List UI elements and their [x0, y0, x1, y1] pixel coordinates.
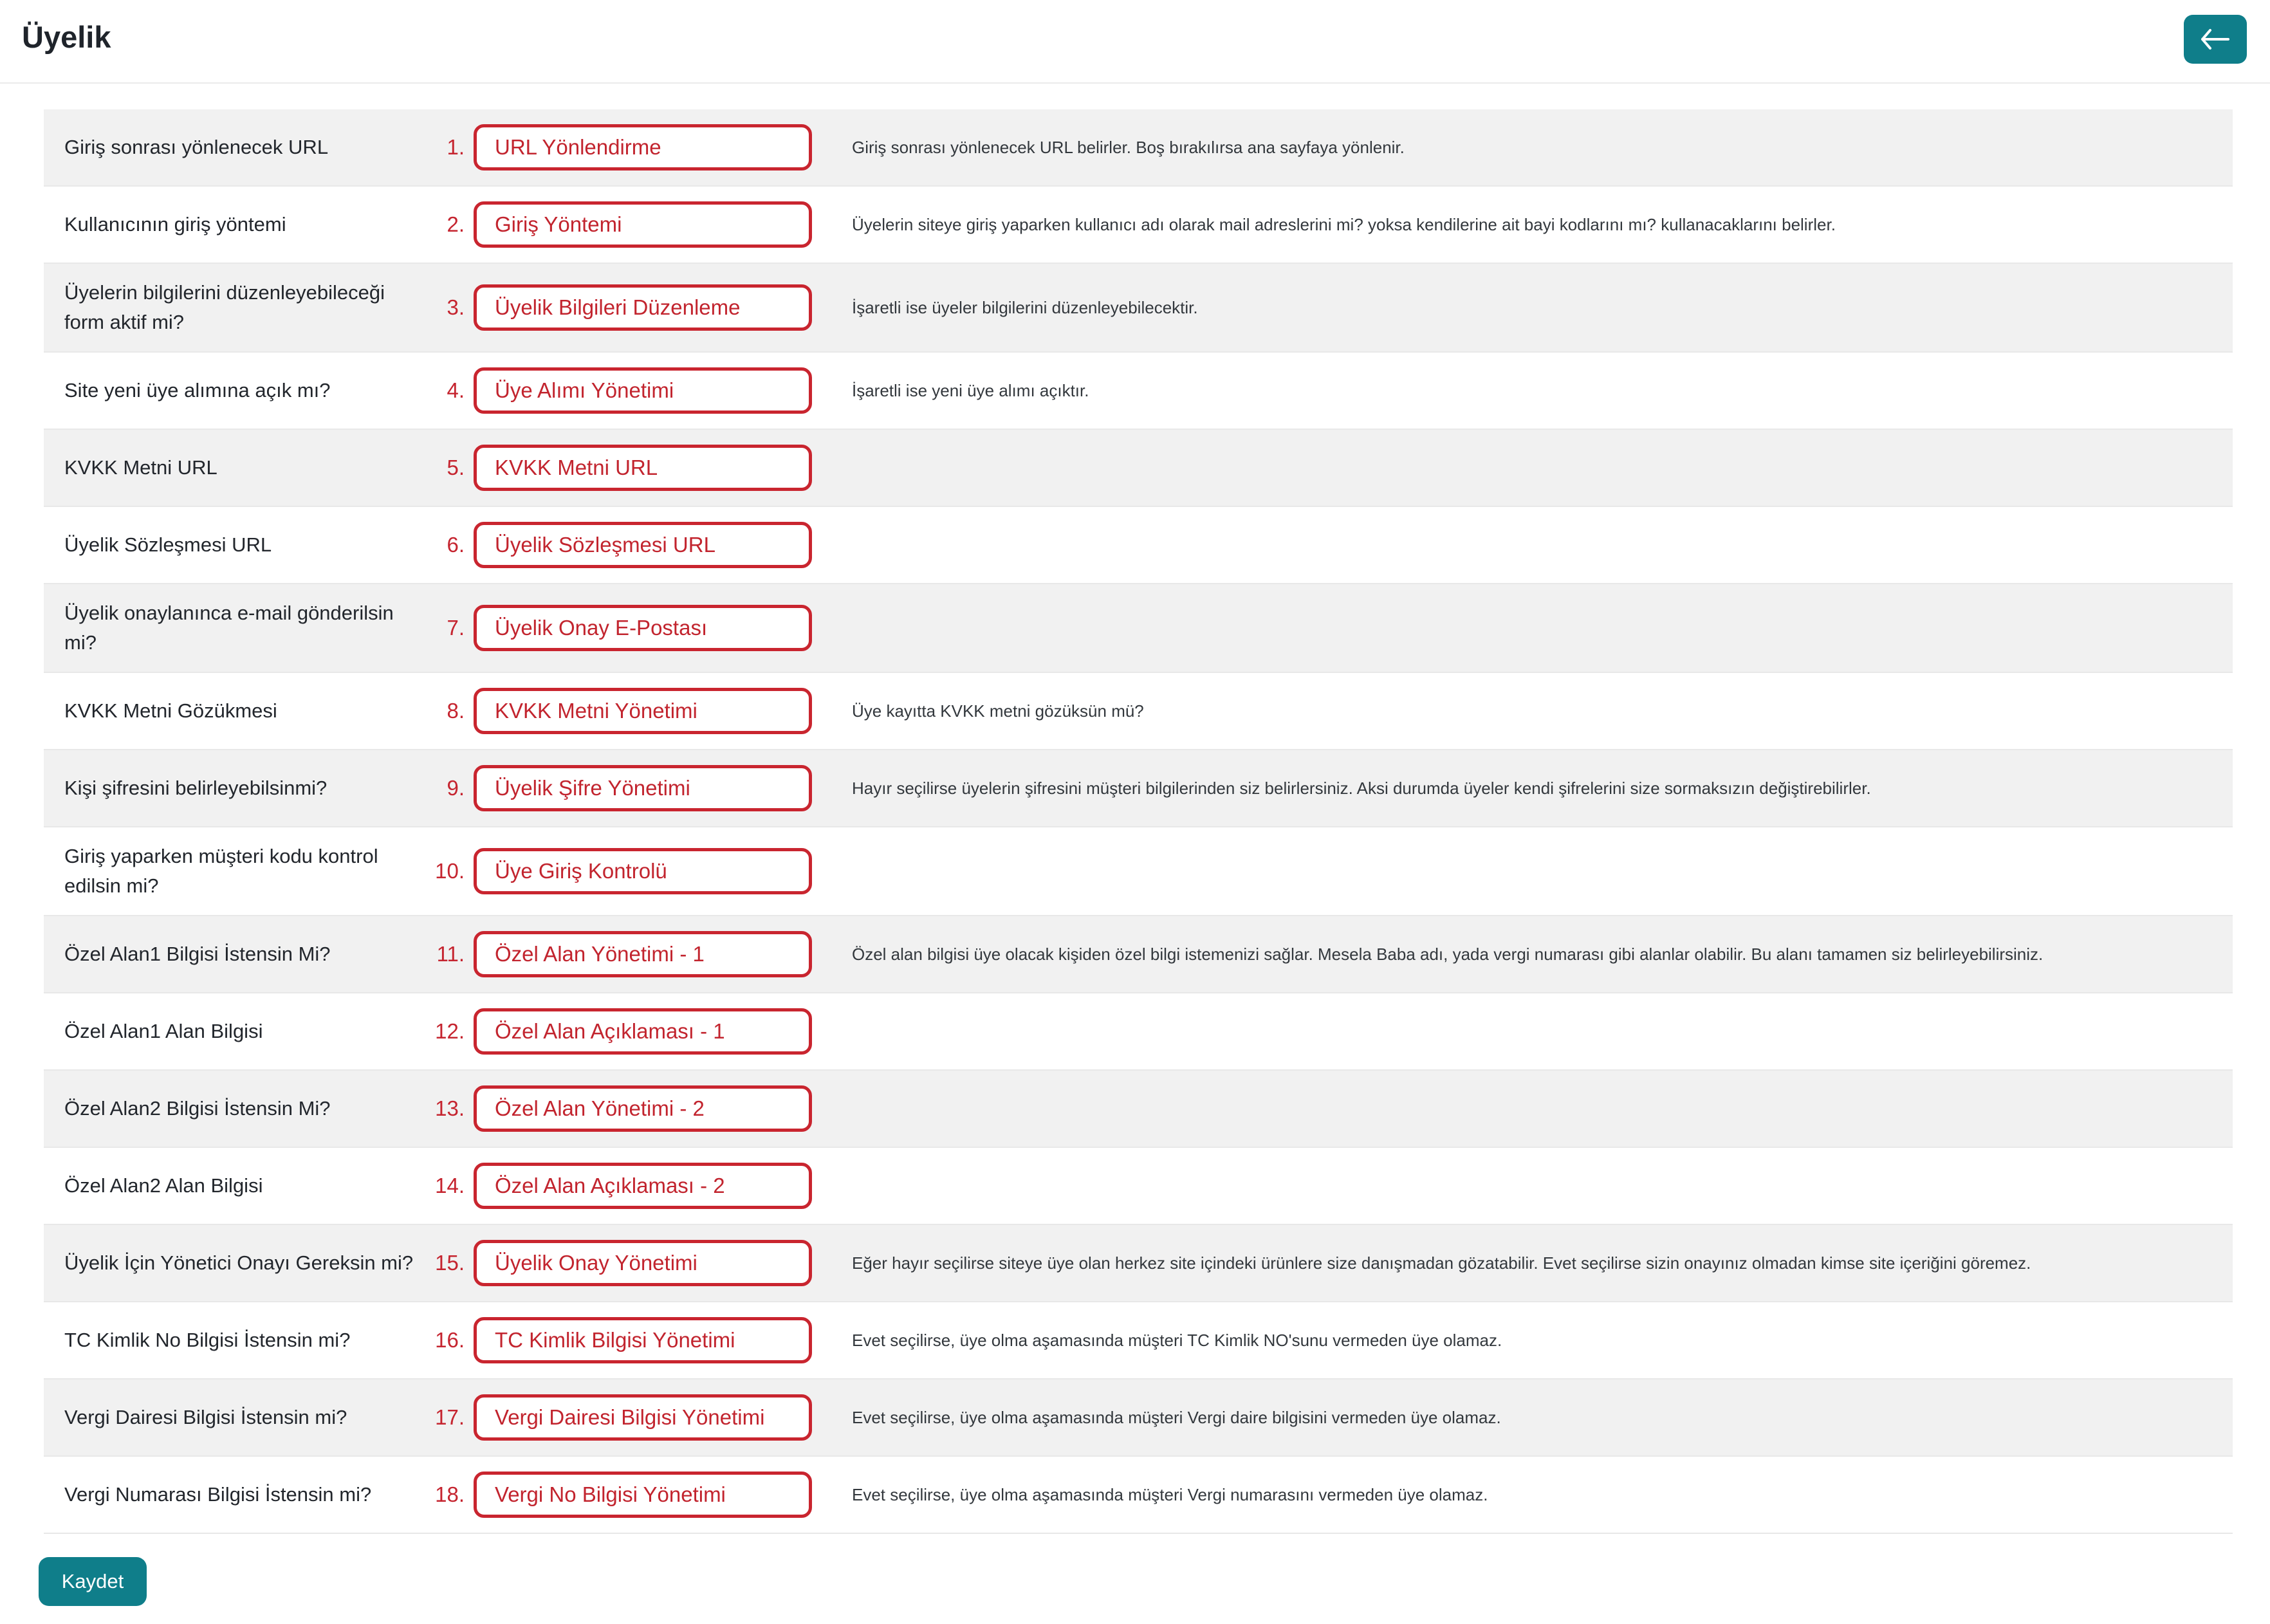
back-button[interactable]: [2184, 15, 2247, 64]
setting-number: 9.: [447, 776, 465, 800]
setting-number: 6.: [447, 533, 465, 557]
setting-description: Evet seçilirse, üye olma aşamasında müşteri Vergi daire bilgisini vermeden üye olamaz.: [852, 1408, 1501, 1427]
setting-label: Site yeni üye alımına açık mı?: [64, 379, 331, 401]
setting-label: Üyelik İçin Yönetici Onayı Gereksin mi?: [64, 1251, 414, 1274]
setting-action-button[interactable]: Üyelik Onay E-Postası: [474, 605, 812, 651]
setting-label: Özel Alan2 Bilgisi İstensin Mi?: [64, 1097, 331, 1120]
back-arrow-icon: [2199, 28, 2231, 51]
setting-row: [44, 584, 2233, 673]
setting-row: [44, 750, 2233, 827]
setting-row: [44, 673, 2233, 750]
setting-action-button[interactable]: Giriş Yöntemi: [474, 201, 812, 248]
setting-label: Kullanıcının giriş yöntemi: [64, 213, 286, 235]
setting-number: 13.: [435, 1096, 465, 1120]
setting-number: 16.: [435, 1328, 465, 1352]
setting-description: Evet seçilirse, üye olma aşamasında müşteri TC Kimlik NO'sunu vermeden üye olamaz.: [852, 1331, 1502, 1350]
setting-row: [44, 430, 2233, 507]
setting-description: Üyelerin siteye giriş yaparken kullanıcı adı olarak mail adreslerini mi? yoksa kendilerine ait bayi kodlarını mı? kullanacaklarını belirler.: [852, 215, 1836, 234]
save-button[interactable]: Kaydet: [39, 1557, 147, 1606]
setting-row: [44, 187, 2233, 264]
setting-row: [44, 264, 2233, 353]
setting-label: Üyelerin bilgilerini düzenleyebileceği form aktif mi?: [64, 281, 385, 333]
setting-number: 8.: [447, 699, 465, 723]
setting-number: 18.: [435, 1482, 465, 1506]
setting-number: 11.: [436, 942, 465, 966]
setting-action-button[interactable]: KVKK Metni Yönetimi: [474, 688, 812, 734]
setting-number: 2.: [447, 212, 465, 236]
setting-description: Eğer hayır seçilirse siteye üye olan herkez site içindeki ürünlere size danışmadan gözatabilir. Evet seçilirse sizin onayınız olmadan kimse site içeriğini göremez.: [852, 1253, 2031, 1273]
setting-number: 4.: [447, 378, 465, 402]
setting-row: [44, 353, 2233, 430]
setting-description: Üye kayıtta KVKK metni gözüksün mü?: [852, 701, 1144, 721]
setting-label: Özel Alan2 Alan Bilgisi: [64, 1174, 263, 1197]
setting-number: 14.: [435, 1174, 465, 1197]
setting-row: [44, 1071, 2233, 1148]
setting-row: [44, 109, 2233, 187]
setting-label: Kişi şifresini belirleyebilsinmi?: [64, 777, 328, 799]
setting-description: Hayır seçilirse üyelerin şifresini müşteri bilgilerinden siz belirlersiniz. Aksi durumda üyeler kendi şifrelerini size sormaksızın değiştirebilirler.: [852, 779, 1871, 798]
setting-row: [44, 1225, 2233, 1302]
setting-row: [44, 1148, 2233, 1225]
setting-action-button[interactable]: Özel Alan Yönetimi - 2: [474, 1085, 812, 1132]
setting-action-button[interactable]: Üye Giriş Kontrolü: [474, 848, 812, 894]
setting-number: 7.: [447, 616, 465, 640]
setting-action-button[interactable]: Özel Alan Yönetimi - 1: [474, 931, 812, 977]
setting-action-button[interactable]: Özel Alan Açıklaması - 1: [474, 1008, 812, 1055]
setting-description: Özel alan bilgisi üye olacak kişiden özel bilgi istemenizi sağlar. Mesela Baba adı, yada vergi numarası gibi alanlar olabilir. Bu alanı tamamen siz belirleyebilirsiniz.: [852, 945, 2044, 964]
setting-label: KVKK Metni Gözükmesi: [64, 699, 277, 722]
setting-number: 3.: [447, 295, 465, 319]
page-title: Üyelik: [22, 20, 111, 54]
setting-row: [44, 993, 2233, 1071]
setting-label: Özel Alan1 Bilgisi İstensin Mi?: [64, 943, 331, 965]
setting-label: Vergi Dairesi Bilgisi İstensin mi?: [64, 1406, 347, 1428]
setting-description: Evet seçilirse, üye olma aşamasında müşteri Vergi numarasını vermeden üye olamaz.: [852, 1485, 1488, 1504]
setting-number: 5.: [447, 456, 465, 479]
setting-label: TC Kimlik No Bilgisi İstensin mi?: [64, 1329, 351, 1351]
setting-description: Giriş sonrası yönlenecek URL belirler. Boş bırakılırsa ana sayfaya yönlenir.: [852, 138, 1405, 157]
setting-row: [44, 1302, 2233, 1379]
setting-label: KVKK Metni URL: [64, 456, 217, 479]
setting-action-button[interactable]: Üye Alımı Yönetimi: [474, 367, 812, 414]
setting-number: 10.: [435, 859, 465, 883]
setting-label: Özel Alan1 Alan Bilgisi: [64, 1020, 263, 1042]
setting-label: Giriş yaparken müşteri kodu kontrol edilsin mi?: [64, 845, 378, 897]
page-header: [0, 0, 2270, 84]
setting-number: 17.: [435, 1405, 465, 1429]
setting-action-button[interactable]: Üyelik Bilgileri Düzenleme: [474, 284, 812, 331]
setting-number: 15.: [435, 1251, 465, 1275]
setting-action-button[interactable]: Üyelik Şifre Yönetimi: [474, 765, 812, 811]
setting-action-button[interactable]: Vergi Dairesi Bilgisi Yönetimi: [474, 1394, 812, 1441]
setting-action-button[interactable]: Üyelik Sözleşmesi URL: [474, 522, 812, 568]
setting-number: 12.: [435, 1019, 465, 1043]
setting-action-button[interactable]: Üyelik Onay Yönetimi: [474, 1240, 812, 1286]
setting-action-button[interactable]: Vergi No Bilgisi Yönetimi: [474, 1472, 812, 1518]
setting-label: Üyelik onaylanınca e-mail gönderilsin mi?: [64, 602, 394, 654]
setting-action-button[interactable]: TC Kimlik Bilgisi Yönetimi: [474, 1317, 812, 1363]
setting-action-button[interactable]: KVKK Metni URL: [474, 445, 812, 491]
setting-row: [44, 1457, 2233, 1534]
setting-row: [44, 507, 2233, 584]
setting-description: İşaretli ise üyeler bilgilerini düzenleyebilecektir.: [852, 298, 1198, 317]
setting-number: 1.: [447, 135, 465, 159]
settings-list: [44, 109, 2233, 1534]
setting-row: [44, 1379, 2233, 1457]
setting-description: İşaretli ise yeni üye alımı açıktır.: [852, 381, 1089, 400]
setting-action-button[interactable]: URL Yönlendirme: [474, 124, 812, 171]
setting-label: Üyelik Sözleşmesi URL: [64, 533, 272, 556]
setting-label: Giriş sonrası yönlenecek URL: [64, 136, 329, 158]
setting-row: [44, 916, 2233, 993]
setting-row: [44, 827, 2233, 916]
setting-label: Vergi Numarası Bilgisi İstensin mi?: [64, 1483, 372, 1506]
setting-action-button[interactable]: Özel Alan Açıklaması - 2: [474, 1163, 812, 1209]
